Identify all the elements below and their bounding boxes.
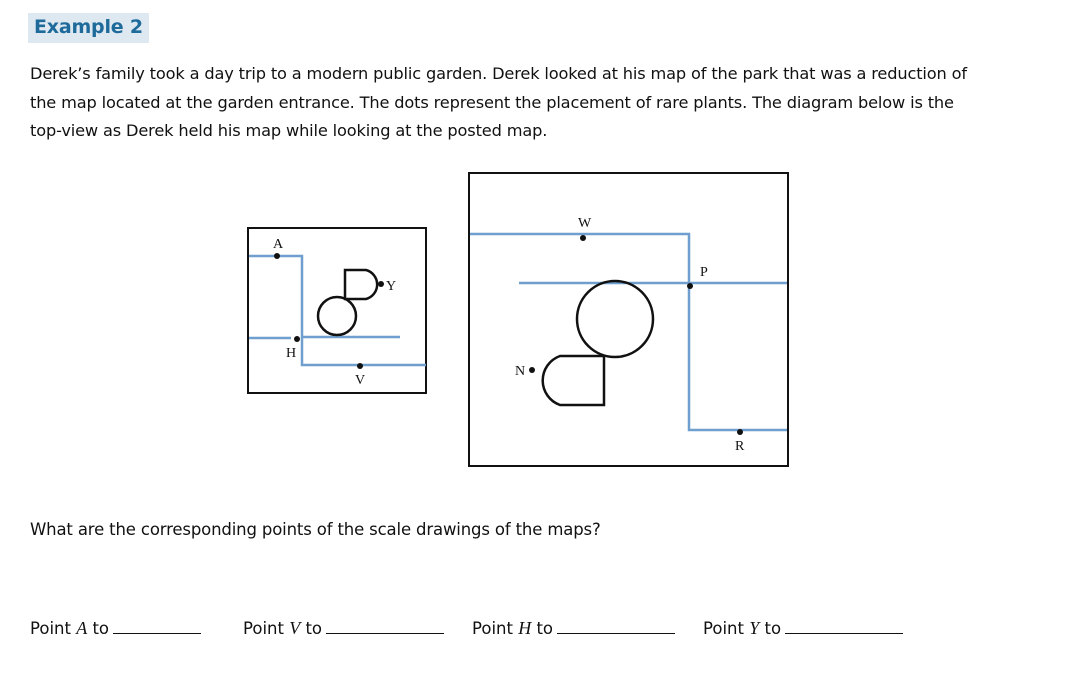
small-map-drop (345, 270, 377, 299)
label-p: P (700, 265, 708, 280)
answer-h-blank[interactable] (557, 617, 675, 634)
answer-y-var: Y (749, 618, 760, 638)
point-w-dot (580, 235, 586, 241)
answer-h (472, 617, 675, 639)
label-n: N (515, 364, 526, 379)
large-map (469, 173, 788, 466)
answer-y-prefix: Point (703, 619, 750, 638)
point-r-dot (737, 429, 743, 435)
label-y: Y (386, 279, 397, 294)
paragraph-line-2: the map located at the garden entrance. The dots represent the placement of rare plants. The diagram below is the (30, 92, 954, 112)
point-v-dot (357, 363, 363, 369)
small-map-path-top (249, 256, 426, 365)
question-text: What are the corresponding points of the scale drawings of the maps? (30, 520, 601, 539)
large-map-path-top (470, 234, 787, 430)
answer-v-var: V (289, 618, 301, 638)
label-h: H (286, 346, 297, 361)
point-n-dot (529, 367, 535, 373)
answer-a (30, 617, 201, 639)
answer-y-blank[interactable] (785, 617, 903, 634)
point-h-dot (294, 336, 300, 342)
answer-y-suffix: to (759, 619, 782, 638)
small-map-pond (318, 297, 356, 335)
answer-v (243, 617, 444, 639)
point-y-dot (378, 281, 384, 287)
answer-a-blank[interactable] (113, 617, 201, 634)
answer-h-var: H (518, 618, 532, 638)
large-map-border (469, 173, 788, 466)
paragraph-line-1: Derek’s family took a day trip to a modern public garden. Derek looked at his map of the park that was a reduction of (30, 64, 967, 83)
answer-h-prefix: Point (472, 619, 519, 638)
point-p-dot (687, 283, 693, 289)
answer-v-blank[interactable] (326, 617, 444, 634)
answer-a-var: A (76, 618, 88, 638)
label-w: W (578, 216, 592, 231)
label-r: R (735, 439, 745, 454)
answer-v-prefix: Point (243, 619, 290, 638)
point-a-dot (274, 253, 280, 259)
answer-h-suffix: to (531, 619, 554, 638)
answer-a-suffix: to (87, 619, 110, 638)
answer-a-prefix: Point (30, 619, 77, 638)
large-map-drop (543, 356, 604, 405)
small-map (248, 228, 426, 393)
small-map-border (248, 228, 426, 393)
answer-y (703, 617, 903, 639)
large-map-pond (577, 281, 653, 357)
paragraph-line-3: top-view as Derek held his map while looking at the posted map. (30, 121, 548, 140)
label-v: V (355, 373, 366, 388)
example-title: Example 2 (28, 13, 149, 43)
label-a: A (273, 237, 284, 252)
answer-v-suffix: to (300, 619, 323, 638)
